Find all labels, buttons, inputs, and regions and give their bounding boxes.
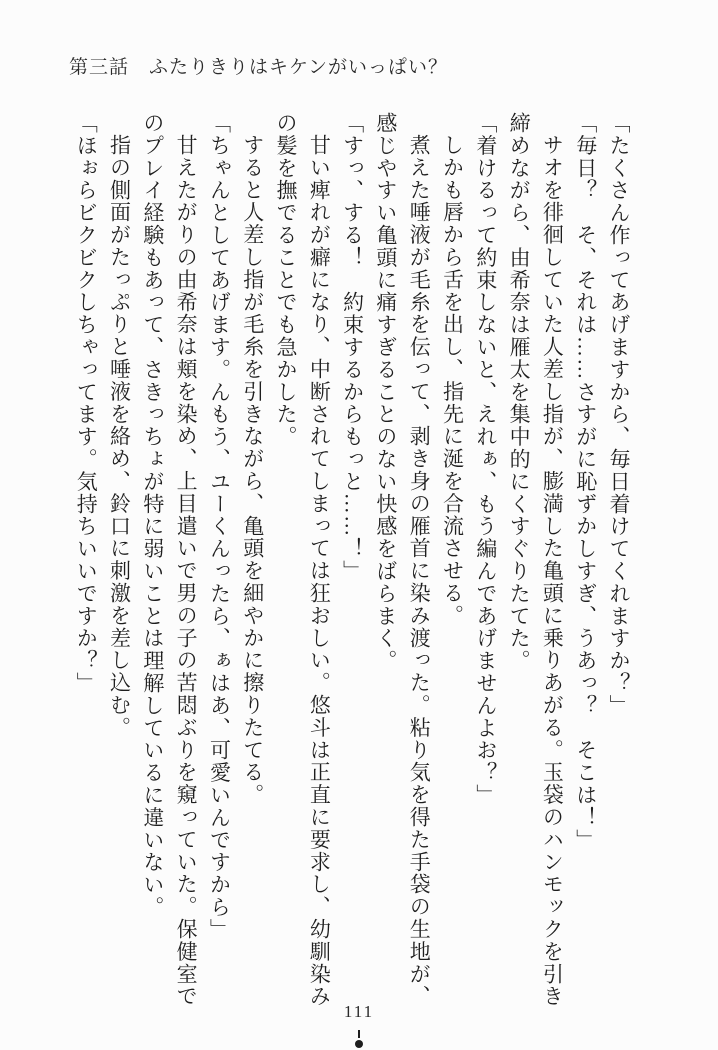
paragraph-narrative: 甘えたがりの由希奈は頬を染め、上目遣いで男の子の苦悶ぶりを窺っていた。保健室でのプレイ経験もあって、さきっちょが特に弱いことは理解しているに違いない。 xyxy=(140,112,199,1008)
text-body xyxy=(68,112,635,1010)
paragraph-dialogue: 「毎日？ そ、それは……さすがに恥ずかしすぎ、うあっ？ そこは！」 xyxy=(573,112,598,852)
page-number: 111 xyxy=(343,1002,375,1021)
paragraph-narrative: サオを徘徊していた人差し指が、膨満した亀頭に乗りあがる。玉袋のハンモックを引き締めながら、由希奈は雁太を集中的にくすぐりたてた。 xyxy=(507,112,565,1008)
paragraph-narrative: しかも唇から舌を出し、指先に涎を合流させる。 xyxy=(440,134,465,628)
paragraph-dialogue: 「着けるって約束しないと、えれぁ、もう編んであげませんよお？」 xyxy=(473,112,498,807)
paragraph-dialogue: 「たくさん作ってあげますから、毎日着けてくれますか？」 xyxy=(607,112,631,717)
paragraph-dialogue: 「すっ、する！ 約束するからもっと……！」 xyxy=(340,112,365,583)
paragraph-narrative: 指の側面がたっぷりと唾液を絡め、鈴口に刺激を差し込む。 xyxy=(107,134,132,740)
marker-dot xyxy=(355,1040,363,1048)
paragraph-narrative: すると人差し指が毛糸を引きながら、亀頭を細やかに擦りたてる。 xyxy=(240,134,265,807)
paragraph-dialogue: 「ほぉらビクビクしちゃってます。気持ちいいですか？」 xyxy=(74,112,99,695)
chapter-header: 第三話 ふたりきりはキケンがいっぱい？ xyxy=(69,57,449,78)
marker-stem xyxy=(358,1030,360,1038)
paragraph-dialogue: 「ちゃんとしてあげます。んもう、ユーくんったら、ぁはあ、可愛いんですから」 xyxy=(207,112,232,941)
paragraph-narrative: 煮えた唾液が毛糸を伝って、剥き身の雁首に染み渡った。粘り気を得た手袋の生地が、感じやすい亀頭に痛すぎることのない快感をばらまく。 xyxy=(373,112,432,1008)
paragraph-narrative: 甘い痺れが癖になり、中断されてしまっては狂おしい。悠斗は正直に要求し、幼馴染みの髪を撫でることでも急かした。 xyxy=(274,112,332,1008)
page-marker-icon xyxy=(355,1030,363,1048)
